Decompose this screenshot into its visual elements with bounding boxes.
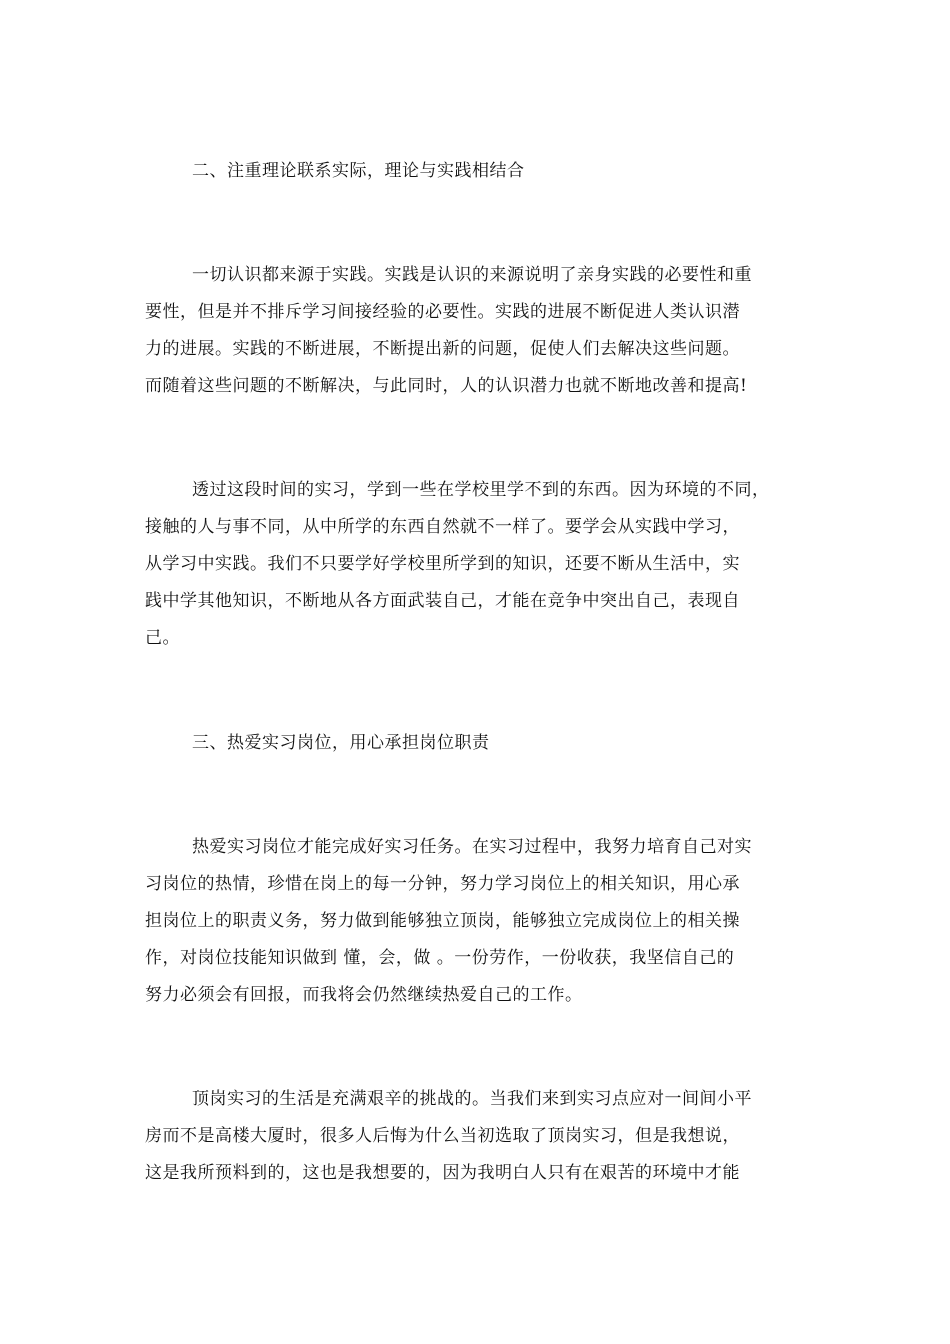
- paragraph-line: 作，对岗位技能知识做到 懂，会，做 。一份劳作，一份收获，我坚信自己的: [145, 948, 735, 968]
- paragraph-line: 接触的人与事不同，从中所学的东西自然就不一样了。要学会从实践中学习，: [145, 517, 740, 537]
- paragraph-line: 透过这段时间的实习，学到一些在学校里学不到的东西。因为环境的不同，: [192, 480, 770, 500]
- paragraph-line: 从学习中实践。我们不只要学好学校里所学到的知识，还要不断从生活中，实: [145, 554, 740, 574]
- paragraph-line: 而随着这些问题的不断解决，与此同时，人的认识潜力也就不断地改善和提高!: [145, 376, 748, 396]
- paragraph-line: 一切认识都来源于实践。实践是认识的来源说明了亲身实践的必要性和重: [192, 265, 752, 285]
- section-heading-2: 二、注重理论联系实际，理论与实践相结合: [192, 161, 525, 181]
- paragraph-line: 这是我所预料到的，这也是我想要的，因为我明白人只有在艰苦的环境中才能: [145, 1163, 740, 1183]
- paragraph-line: 热爱实习岗位才能完成好实习任务。在实习过程中，我努力培育自己对实: [192, 837, 752, 857]
- paragraph-line: 要性，但是并不排斥学习间接经验的必要性。实践的进展不断促进人类认识潜: [145, 302, 740, 322]
- section-heading-3: 三、热爱实习岗位，用心承担岗位职责: [192, 733, 490, 753]
- paragraph-line: 力的进展。实践的不断进展，不断提出新的问题，促使人们去解决这些问题。: [145, 339, 740, 359]
- paragraph-line: 努力必须会有回报，而我将会仍然继续热爱自己的工作。: [145, 985, 583, 1005]
- paragraph-line: 顶岗实习的生活是充满艰辛的挑战的。当我们来到实习点应对一间间小平: [192, 1089, 752, 1109]
- paragraph-line: 践中学其他知识，不断地从各方面武装自己，才能在竞争中突出自己，表现自: [145, 591, 740, 611]
- paragraph-line: 担岗位上的职责义务，努力做到能够独立顶岗，能够独立完成岗位上的相关操: [145, 911, 740, 931]
- paragraph-line: 己。: [145, 628, 180, 648]
- paragraph-line: 房而不是高楼大厦时，很多人后悔为什么当初选取了顶岗实习，但是我想说，: [145, 1126, 740, 1146]
- paragraph-line: 习岗位的热情，珍惜在岗上的每一分钟，努力学习岗位上的相关知识，用心承: [145, 874, 740, 894]
